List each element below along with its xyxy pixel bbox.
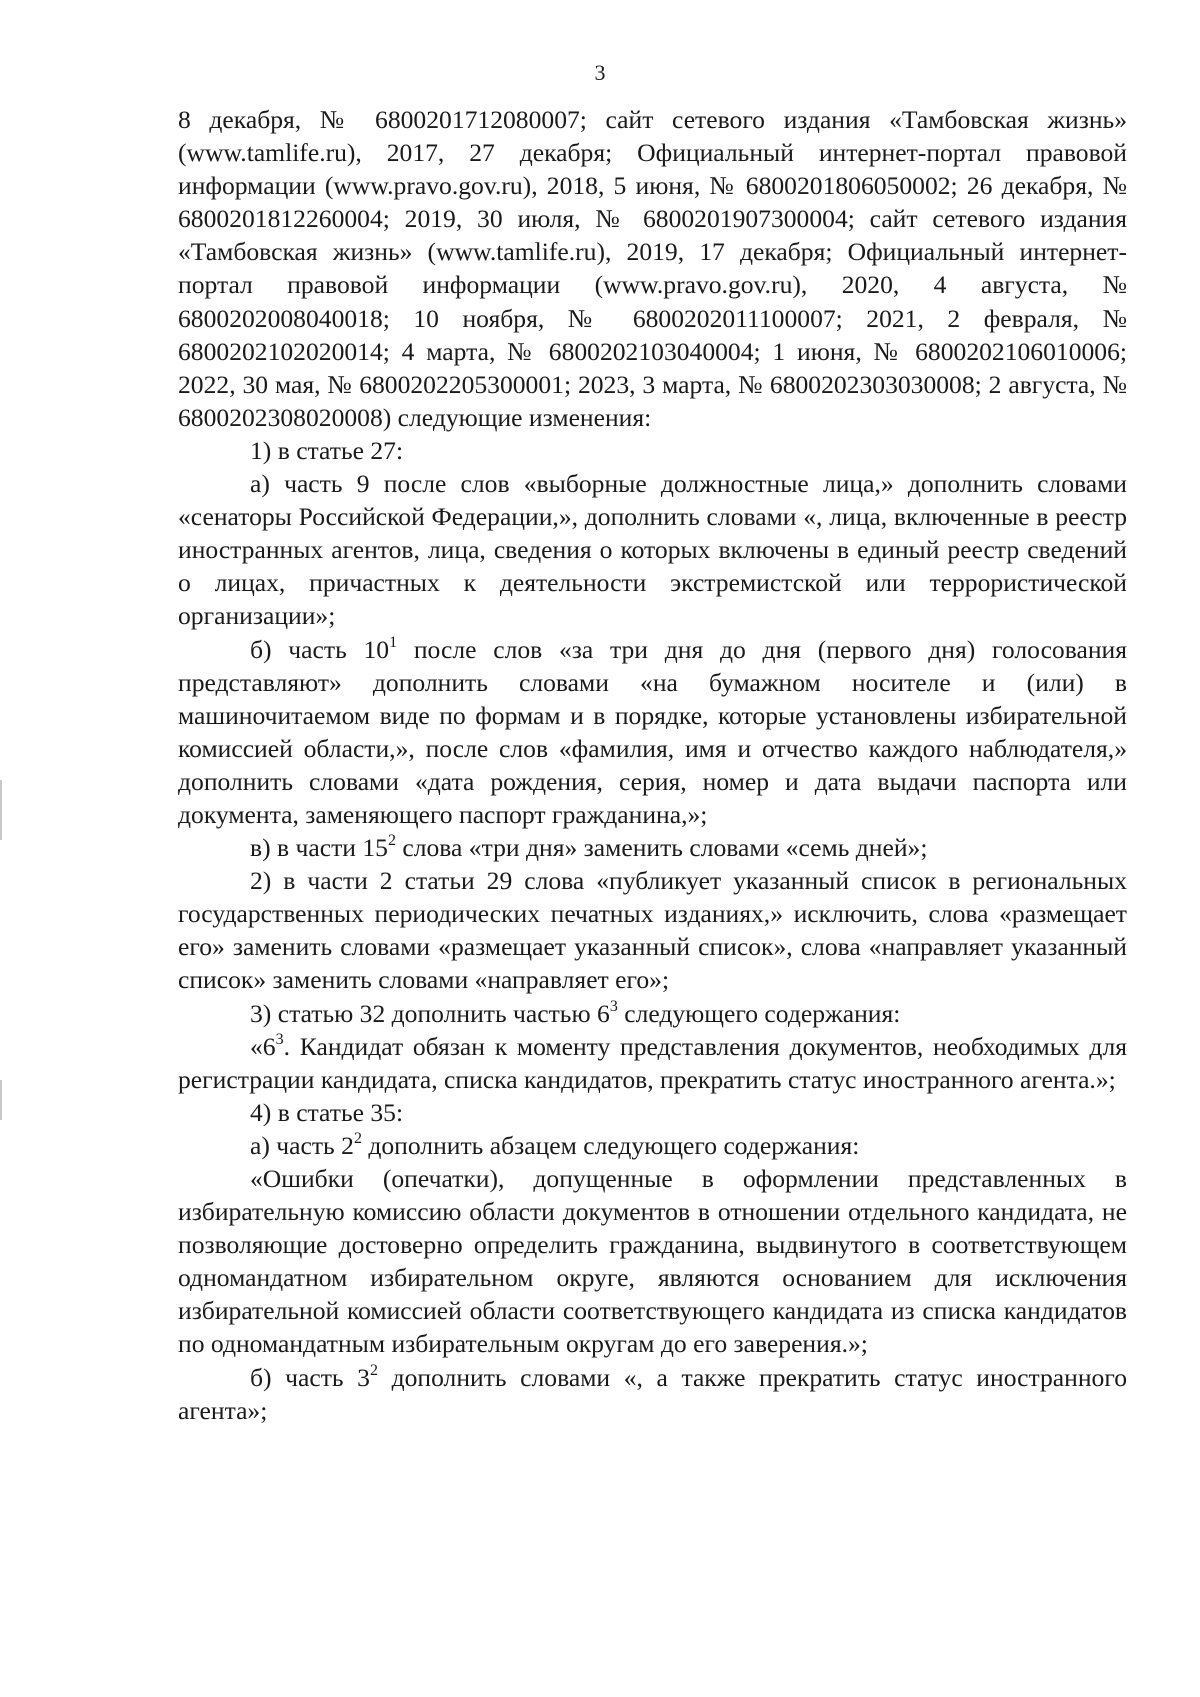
superscript: 1 [389, 633, 398, 651]
paragraph-text: б) часть 10 [250, 634, 390, 664]
paragraph-text: дополнить абзацем следующего содержания: [361, 1130, 860, 1160]
paragraph-quote-6-3 [178, 1030, 1127, 1096]
paragraph-text: а) часть 2 [250, 1130, 354, 1160]
paragraph-item-1a: а) часть 9 после слов «выборные должностные лица,» дополнить словами «сенаторы Российской Федерации,», дополнить словами «, лица, включенные в реестр иностранных агентов, лица, сведения о которых включены в единый реестр сведений о лицах, причастных к деятельности экстремистской или террористической организации»; [178, 469, 1127, 631]
paragraph-text: следующего содержания: [617, 998, 901, 1028]
superscript: 2 [387, 832, 396, 850]
paragraph-item-1: 1) в статье 27: [250, 435, 404, 465]
paragraph-item-4b [178, 1361, 1127, 1427]
paragraph-text: «6 [250, 1031, 276, 1061]
paragraph-text: 3) статью 32 дополнить частью 6 [250, 998, 610, 1028]
paragraph-item-4a [178, 1129, 1127, 1162]
page-number: 3 [594, 60, 606, 85]
paragraph-text: дополнить словами «, а также прекратить статус иностранного агента»; [178, 1362, 1127, 1425]
paragraph-text: после слов «за три дня до дня (первого дня) голосования представляют» дополнить словами «на бумажном носителе и (или) в машиночитаемом виде по формам и в порядке, которые установлены избирательной комиссией области,», после слов «фамилия, имя и отчество каждого наблюдателя,» дополнить словами «дата рождения, серия, номер и дата выдачи паспорта или документа, заменяющего паспорт гражданина,»; [178, 634, 1127, 829]
paragraph-publication-sources: 8 декабря, № 6800201712080007; сайт сетевого издания «Тамбовская жизнь» (www.tamlife.ru), 2017, 27 декабря; Официальный интернет-портал правовой информации (www.pravo.gov.ru), 2018, 5 июня, № 6800201806050002; 26 декабря, № 6800201812260004; 2019, 30 июля, № 6800201907300004; сайт сетевого издания «Тамбовская жизнь» (www.tamlife.ru), 2019, 17 декабря; Официальный интернет-портал правовой информации (www.pravo.gov.ru), 2020, 4 августа, № 6800202008040018; 10 ноября, № 6800202011100007; 2021, 2 февраля, № 6800202102020014; 4 марта, № 6800202103040004; 1 июня, № 6800202106010006; 2022, 30 мая, № 6800202205300001; 2023, 3 марта, № 6800202303030008; 2 августа, № 6800202308020008) следующие изменения: [178, 105, 1127, 432]
paragraph-text: в) в части 15 [250, 833, 388, 863]
paragraph-item-4: 4) в статье 35: [250, 1097, 404, 1127]
superscript: 2 [353, 1129, 362, 1147]
paragraph-text: слова «три дня» заменить словами «семь дней»; [395, 833, 928, 863]
paragraph-item-1b [178, 633, 1127, 832]
paragraph-item-1v [178, 831, 1127, 864]
paragraph-text: . Кандидат обязан к моменту представления документов, необходимых для регистрации кандидата, списка кандидатов, прекратить статус иностранного агента.»; [178, 1031, 1127, 1094]
superscript: 3 [609, 997, 618, 1015]
superscript: 2 [369, 1361, 378, 1379]
document-body [178, 103, 1127, 1427]
paragraph-item-3 [178, 997, 1127, 1030]
paragraph-text: б) часть 3 [250, 1362, 370, 1392]
superscript: 3 [275, 1030, 284, 1048]
paragraph-item-2: 2) в части 2 статьи 29 слова «публикует указанный список в региональных государственных периодических печатных изданиях,» исключить, слова «размещает его» заменить словами «размещает указанный список», слова «направляет указанный список» заменить словами «направляет его»; [178, 866, 1127, 995]
scan-edge-mark [0, 1080, 2, 1120]
scan-edge-mark [0, 780, 2, 840]
paragraph-quote-errors: «Ошибки (опечатки), допущенные в оформлении представленных в избирательную комиссию области документов в отношении отдельного кандидата, не позволяющие достоверно определить гражданина, выдвинутого в соответствующем одномандатном избирательном округе, являются основанием для исключения избирательной комиссией области соответствующего кандидата из списка кандидатов по одномандатным избирательным округам до его заверения.»; [178, 1164, 1127, 1359]
